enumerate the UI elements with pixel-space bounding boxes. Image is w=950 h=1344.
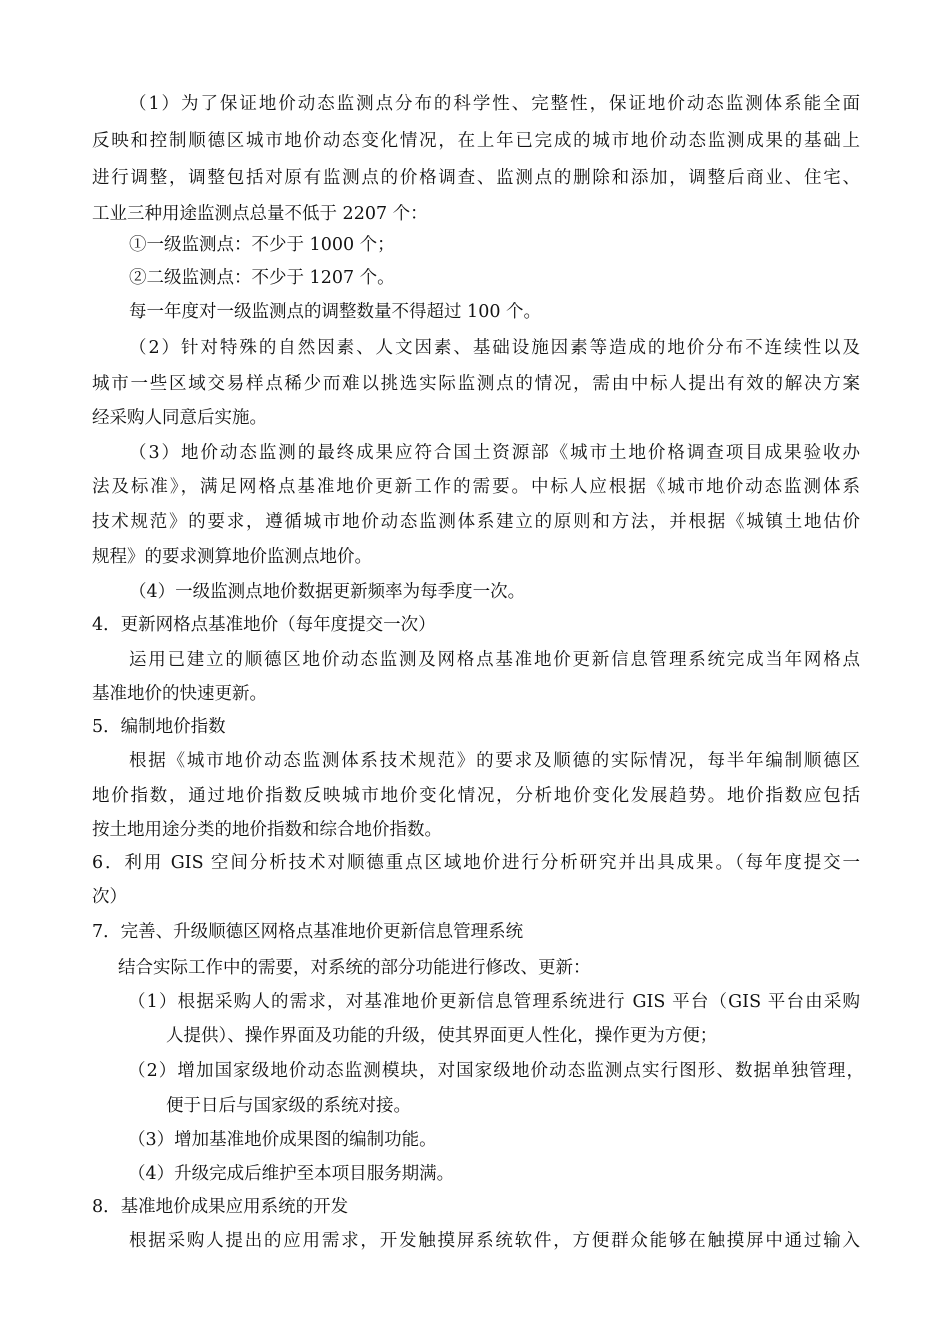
paragraph-line: 按土地用途分类的地价指数和综合地价指数。	[92, 820, 442, 840]
paragraph-line: 城市一些区域交易样点稀少而难以挑选实际监测点的情况，需由中标人提出有效的解决方案	[92, 374, 860, 394]
paragraph-line: 地价指数，通过地价指数反映城市地价变化情况，分析地价变化发展趋势。地价指数应包括	[92, 786, 860, 806]
paragraph-line: （2）针对特殊的自然因素、人文因素、基础设施因素等造成的地价分布不连续性以及	[129, 338, 860, 358]
paragraph-line: 根据采购人提出的应用需求，开发触摸屏系统软件，方便群众能够在触摸屏中通过输入	[129, 1231, 860, 1251]
list-item: （3）增加基准地价成果图的编制功能。	[128, 1130, 437, 1150]
list-item-continuation: 便于日后与国家级的系统对接。	[166, 1096, 411, 1116]
paragraph-line: （4）一级监测点地价数据更新频率为每季度一次。	[129, 582, 526, 602]
paragraph-line: 经采购人同意后实施。	[92, 408, 267, 428]
paragraph-line: （3）地价动态监测的最终成果应符合国土资源部《城市土地价格调查项目成果验收办	[129, 443, 860, 463]
paragraph-line: 根据《城市地价动态监测体系技术规范》的要求及顺德的实际情况，每半年编制顺德区	[129, 751, 860, 771]
paragraph-line: 基准地价的快速更新。	[92, 684, 267, 704]
section-heading: 5．编制地价指数	[92, 717, 226, 737]
paragraph-line: 规程》的要求测算地价监测点地价。	[92, 547, 372, 567]
list-item: （2）增加国家级地价动态监测模块，对国家级地价动态监测点实行图形、数据单独管理，	[128, 1061, 864, 1081]
list-item: （1）根据采购人的需求，对基准地价更新信息管理系统进行 GIS 平台（GIS 平台由采购	[128, 992, 860, 1012]
list-item: （4）升级完成后维护至本项目服务期满。	[128, 1164, 455, 1184]
paragraph-line: 结合实际工作中的需要，对系统的部分功能进行修改、更新：	[118, 958, 591, 978]
paragraph-line: 法及标准》，满足网格点基准地价更新工作的需要。中标人应根据《城市地价动态监测体系	[92, 477, 860, 497]
paragraph-line: ②二级监测点：不少于 1207 个。	[129, 268, 395, 288]
paragraph-line: 运用已建立的顺德区地价动态监测及网格点基准地价更新信息管理系统完成当年网格点	[129, 650, 860, 670]
section-heading: 7．完善、升级顺德区网格点基准地价更新信息管理系统	[92, 922, 524, 942]
paragraph-line: （1）为了保证地价动态监测点分布的科学性、完整性，保证地价动态监测体系能全面	[129, 94, 860, 114]
section-heading: 6．利用 GIS 空间分析技术对顺德重点区域地价进行分析研究并出具成果。（每年度提交一	[92, 853, 860, 873]
section-heading: 8．基准地价成果应用系统的开发	[92, 1197, 349, 1217]
paragraph-line: 反映和控制顺德区城市地价动态变化情况，在上年已完成的城市地价动态监测成果的基础上	[92, 131, 860, 151]
paragraph-line: 工业三种用途监测点总量不低于 2207 个：	[92, 204, 428, 224]
paragraph-line: ①一级监测点：不少于 1000 个；	[129, 235, 395, 255]
paragraph-line: 次）	[92, 887, 127, 907]
paragraph-line: 每一年度对一级监测点的调整数量不得超过 100 个。	[129, 302, 542, 322]
section-heading: 4．更新网格点基准地价（每年度提交一次）	[92, 615, 436, 635]
paragraph-line: 进行调整，调整包括对原有监测点的价格调查、监测点的删除和添加，调整后商业、住宅、	[92, 168, 860, 188]
paragraph-line: 技术规范》的要求，遵循城市地价动态监测体系建立的原则和方法，并根据《城镇土地估价	[92, 512, 860, 532]
list-item-continuation: 人提供）、操作界面及功能的升级，使其界面更人性化，操作更为方便；	[166, 1026, 718, 1046]
